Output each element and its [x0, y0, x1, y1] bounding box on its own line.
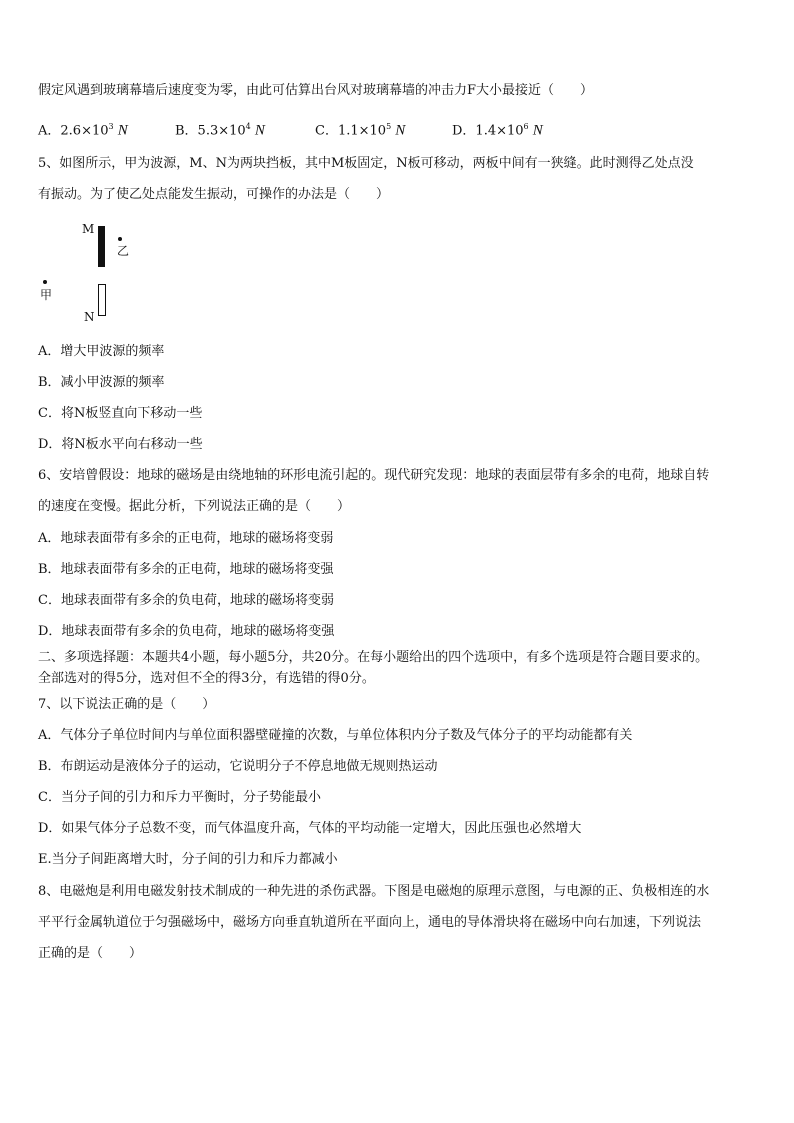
plate-m	[98, 226, 105, 267]
q8-stem-line-3: 正确的是（ ）	[38, 946, 143, 961]
q4-option-a[interactable]: A．$2.6\times 10^3$ N	[38, 122, 128, 139]
q7-option-d[interactable]: D．如果气体分子总数不变，而气体温度升高，气体的平均动能一定增大，因此压强也必然增大	[38, 821, 582, 836]
q6-option-d[interactable]: D．地球表面带有多余的负电荷，地球的磁场将变强	[38, 624, 335, 639]
q8-stem-line-1: 8、电磁炮是利用电磁发射技术制成的一种先进的杀伤武器。下图是电磁炮的原理示意图，与电源的正、负极相连的水	[38, 884, 710, 899]
q7-option-a[interactable]: A．气体分子单位时间内与单位面积器壁碰撞的次数，与单位体积内分子数及气体分子的平均动能都有关	[38, 728, 633, 743]
section-2-header-line-1: 二、多项选择题：本题共4小题，每小题5分，共20分。在每小题给出的四个选项中，有多个选项是符合题目要求的。	[38, 650, 709, 665]
q6-stem-line-2: 的速度在变慢。据此分析，下列说法正确的是（ ）	[38, 499, 351, 514]
q6-option-b[interactable]: B．地球表面带有多余的正电荷，地球的磁场将变强	[38, 562, 334, 577]
q5-option-c[interactable]: C．将N板竖直向下移动一些	[38, 406, 203, 421]
q5-stem-line-2: 有振动。为了使乙处点能发生振动，可操作的办法是（ ）	[38, 187, 390, 202]
q7-option-c[interactable]: C．当分子间的引力和斥力平衡时，分子势能最小	[38, 790, 321, 805]
label-jia: 甲	[40, 288, 53, 302]
q5-option-a[interactable]: A．增大甲波源的频率	[38, 344, 165, 359]
q4-option-c[interactable]: C．$1.1\times 10^5$ N	[315, 122, 406, 139]
q8-stem-line-2: 平平行金属轨道位于匀强磁场中，磁场方向垂直轨道所在平面向上，通电的导体滑块将在磁场中向右加速，下列说法	[38, 915, 702, 930]
label-n: N	[84, 310, 95, 324]
q6-option-c[interactable]: C．地球表面带有多余的负电荷，地球的磁场将变弱	[38, 593, 334, 608]
plate-n[interactable]	[98, 284, 106, 316]
q4-stem-tail: 假定风遇到玻璃幕墙后速度变为零，由此可估算出台风对玻璃幕墙的冲击力F大小最接近（ ）	[38, 83, 594, 98]
q4-option-d[interactable]: D．$1.4\times 10^6$ N	[452, 122, 543, 139]
q7-stem: 7、以下说法正确的是（ ）	[38, 697, 216, 712]
label-m: M	[82, 222, 95, 236]
q5-option-b[interactable]: B．减小甲波源的频率	[38, 375, 165, 390]
point-yi-dot	[118, 237, 122, 241]
q7-option-b[interactable]: B．布朗运动是液体分子的运动，它说明分子不停息地做无规则热运动	[38, 759, 438, 774]
q5-diagram	[38, 222, 168, 332]
section-2-header-line-2: 全部选对的得5分，选对但不全的得3分，有选错的得0分。	[38, 671, 375, 686]
label-yi: 乙	[117, 244, 130, 258]
point-jia-dot	[43, 280, 47, 284]
q5-option-d[interactable]: D．将N板水平向右移动一些	[38, 437, 203, 452]
q4-option-b[interactable]: B．$5.3\times 10^4$ N	[175, 122, 265, 139]
q5-stem-line-1: 5、如图所示，甲为波源，M、N为两块挡板，其中M板固定，N板可移动，两板中间有一狭缝。此时测得乙处点没	[38, 156, 694, 171]
q7-option-e[interactable]: E.当分子间距离增大时，分子间的引力和斥力都减小	[38, 852, 338, 867]
q6-stem-line-1: 6、安培曾假设：地球的磁场是由绕地轴的环形电流引起的。现代研究发现：地球的表面层带有多余的电荷，地球自转	[38, 468, 710, 483]
q6-option-a[interactable]: A．地球表面带有多余的正电荷，地球的磁场将变弱	[38, 531, 334, 546]
